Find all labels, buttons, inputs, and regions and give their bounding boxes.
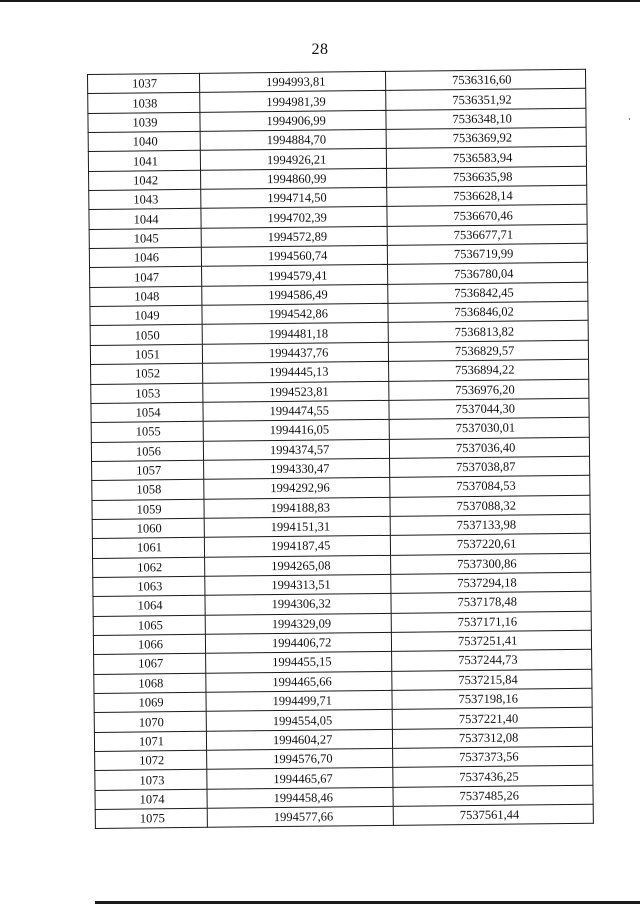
point-number-cell: 1075: [95, 808, 207, 829]
y-coordinate-cell: 7537084,53: [390, 475, 590, 496]
point-number-cell: 1072: [95, 750, 207, 771]
x-coordinate-cell: 1994474,55: [203, 400, 389, 421]
point-number-cell: 1044: [89, 209, 201, 230]
x-coordinate-cell: 1994579,41: [202, 265, 388, 286]
point-number-cell: 1070: [94, 712, 206, 733]
point-number-cell: 1062: [93, 557, 205, 578]
y-coordinate-cell: 7537312,08: [392, 727, 592, 748]
y-coordinate-cell: 7536842,45: [388, 282, 588, 303]
y-coordinate-cell: 7536348,10: [386, 108, 586, 129]
scan-edge-top: [0, 0, 640, 2]
x-coordinate-cell: 1994577,66: [207, 806, 393, 827]
x-coordinate-cell: 1994560,74: [201, 245, 387, 266]
point-number-cell: 1046: [89, 247, 201, 268]
y-coordinate-cell: 7536813,82: [388, 321, 588, 342]
point-number-cell: 1050: [90, 325, 202, 346]
y-coordinate-cell: 7537436,25: [393, 766, 593, 787]
point-number-cell: 1052: [91, 363, 203, 384]
y-coordinate-cell: 7537044,30: [389, 398, 589, 419]
x-coordinate-cell: 1994265,08: [205, 555, 391, 576]
y-coordinate-cell: 7536719,99: [387, 243, 587, 264]
x-coordinate-cell: 1994437,76: [202, 342, 388, 363]
y-coordinate-cell: 7537171,16: [391, 611, 591, 632]
x-coordinate-cell: 1994406,72: [205, 632, 391, 653]
y-coordinate-cell: 7537221,40: [392, 708, 592, 729]
y-coordinate-cell: 7536976,20: [389, 379, 589, 400]
point-number-cell: 1045: [89, 228, 201, 249]
point-number-cell: 1040: [88, 131, 200, 152]
point-number-cell: 1049: [90, 305, 202, 326]
y-coordinate-cell: 7537038,87: [390, 456, 590, 477]
point-number-cell: 1073: [95, 770, 207, 791]
point-number-cell: 1048: [90, 286, 202, 307]
point-number-cell: 1060: [92, 518, 204, 539]
x-coordinate-cell: 1994523,81: [203, 381, 389, 402]
x-coordinate-cell: 1994714,50: [201, 187, 387, 208]
point-number-cell: 1038: [88, 93, 200, 114]
point-number-cell: 1066: [93, 634, 205, 655]
coordinates-table: [87, 69, 594, 830]
y-coordinate-cell: 7537215,84: [392, 669, 592, 690]
point-number-cell: 1037: [88, 73, 200, 94]
x-coordinate-cell: 1994702,39: [201, 207, 387, 228]
y-coordinate-cell: 7537485,26: [393, 785, 593, 806]
x-coordinate-cell: 1994576,70: [207, 748, 393, 769]
x-coordinate-cell: 1994993,81: [199, 71, 385, 92]
x-coordinate-cell: 1994329,09: [205, 613, 391, 634]
coordinates-table-body: [88, 69, 594, 829]
x-coordinate-cell: 1994926,21: [200, 149, 386, 170]
x-coordinate-cell: 1994187,45: [204, 536, 390, 557]
y-coordinate-cell: 7537198,16: [392, 688, 592, 709]
y-coordinate-cell: 7536894,22: [389, 359, 589, 380]
point-number-cell: 1056: [91, 441, 203, 462]
x-coordinate-cell: 1994604,27: [206, 729, 392, 750]
x-coordinate-cell: 1994374,57: [203, 439, 389, 460]
x-coordinate-cell: 1994306,32: [205, 594, 391, 615]
point-number-cell: 1064: [93, 596, 205, 617]
point-number-cell: 1055: [91, 421, 203, 442]
x-coordinate-cell: 1994458,46: [207, 787, 393, 808]
scan-speck: [629, 118, 630, 120]
point-number-cell: 1059: [92, 499, 204, 520]
x-coordinate-cell: 1994542,86: [202, 303, 388, 324]
x-coordinate-cell: 1994465,67: [207, 768, 393, 789]
y-coordinate-cell: 7536670,46: [387, 205, 587, 226]
scan-edge-bottom: [95, 901, 640, 904]
y-coordinate-cell: 7536677,71: [387, 224, 587, 245]
point-number-cell: 1074: [95, 789, 207, 810]
y-coordinate-cell: 7536369,92: [386, 127, 586, 148]
y-coordinate-cell: 7537133,98: [390, 514, 590, 535]
point-number-cell: 1043: [89, 189, 201, 210]
point-number-cell: 1071: [94, 731, 206, 752]
y-coordinate-cell: 7537244,73: [392, 650, 592, 671]
x-coordinate-cell: 1994572,89: [201, 226, 387, 247]
point-number-cell: 1061: [92, 538, 204, 559]
point-number-cell: 1054: [91, 402, 203, 423]
x-coordinate-cell: 1994906,99: [200, 110, 386, 131]
x-coordinate-cell: 1994860,99: [201, 168, 387, 189]
point-number-cell: 1069: [94, 692, 206, 713]
point-number-cell: 1067: [94, 654, 206, 675]
x-coordinate-cell: 1994884,70: [200, 129, 386, 150]
x-coordinate-cell: 1994465,66: [206, 671, 392, 692]
page-number: 28: [311, 41, 329, 58]
x-coordinate-cell: 1994151,31: [204, 516, 390, 537]
y-coordinate-cell: 7536846,02: [388, 301, 588, 322]
point-number-cell: 1063: [93, 576, 205, 597]
x-coordinate-cell: 1994981,39: [200, 91, 386, 112]
y-coordinate-cell: 7537088,32: [390, 495, 590, 516]
point-number-cell: 1041: [88, 151, 200, 172]
y-coordinate-cell: 7537373,56: [393, 746, 593, 767]
point-number-cell: 1042: [89, 170, 201, 191]
y-coordinate-cell: 7536829,57: [388, 340, 588, 361]
x-coordinate-cell: 1994455,15: [206, 652, 392, 673]
x-coordinate-cell: 1994292,96: [204, 478, 390, 499]
point-number-cell: 1047: [90, 267, 202, 288]
y-coordinate-cell: 7536583,94: [386, 147, 586, 168]
point-number-cell: 1057: [92, 460, 204, 481]
point-number-cell: 1051: [90, 344, 202, 365]
point-number-cell: 1058: [92, 480, 204, 501]
y-coordinate-cell: 7537030,01: [389, 417, 589, 438]
point-number-cell: 1053: [91, 383, 203, 404]
x-coordinate-cell: 1994188,83: [204, 497, 390, 518]
y-coordinate-cell: 7537036,40: [389, 437, 589, 458]
y-coordinate-cell: 7536780,04: [388, 263, 588, 284]
y-coordinate-cell: 7537220,61: [390, 534, 590, 555]
y-coordinate-cell: 7537178,48: [391, 592, 591, 613]
x-coordinate-cell: 1994330,47: [204, 458, 390, 479]
y-coordinate-cell: 7536628,14: [387, 185, 587, 206]
y-coordinate-cell: 7536635,98: [387, 166, 587, 187]
x-coordinate-cell: 1994586,49: [202, 284, 388, 305]
x-coordinate-cell: 1994481,18: [202, 323, 388, 344]
y-coordinate-cell: 7537294,18: [391, 572, 591, 593]
y-coordinate-cell: 7537561,44: [393, 804, 593, 825]
y-coordinate-cell: 7536351,92: [386, 89, 586, 110]
point-number-cell: 1068: [94, 673, 206, 694]
x-coordinate-cell: 1994416,05: [203, 420, 389, 441]
y-coordinate-cell: 7536316,60: [385, 69, 585, 90]
point-number-cell: 1039: [88, 112, 200, 133]
x-coordinate-cell: 1994445,13: [203, 362, 389, 383]
x-coordinate-cell: 1994313,51: [205, 574, 391, 595]
x-coordinate-cell: 1994554,05: [206, 710, 392, 731]
table-row: [95, 804, 593, 829]
point-number-cell: 1065: [93, 615, 205, 636]
y-coordinate-cell: 7537251,41: [391, 630, 591, 651]
y-coordinate-cell: 7537300,86: [391, 553, 591, 574]
x-coordinate-cell: 1994499,71: [206, 690, 392, 711]
coordinates-table-wrapper: [87, 69, 593, 830]
